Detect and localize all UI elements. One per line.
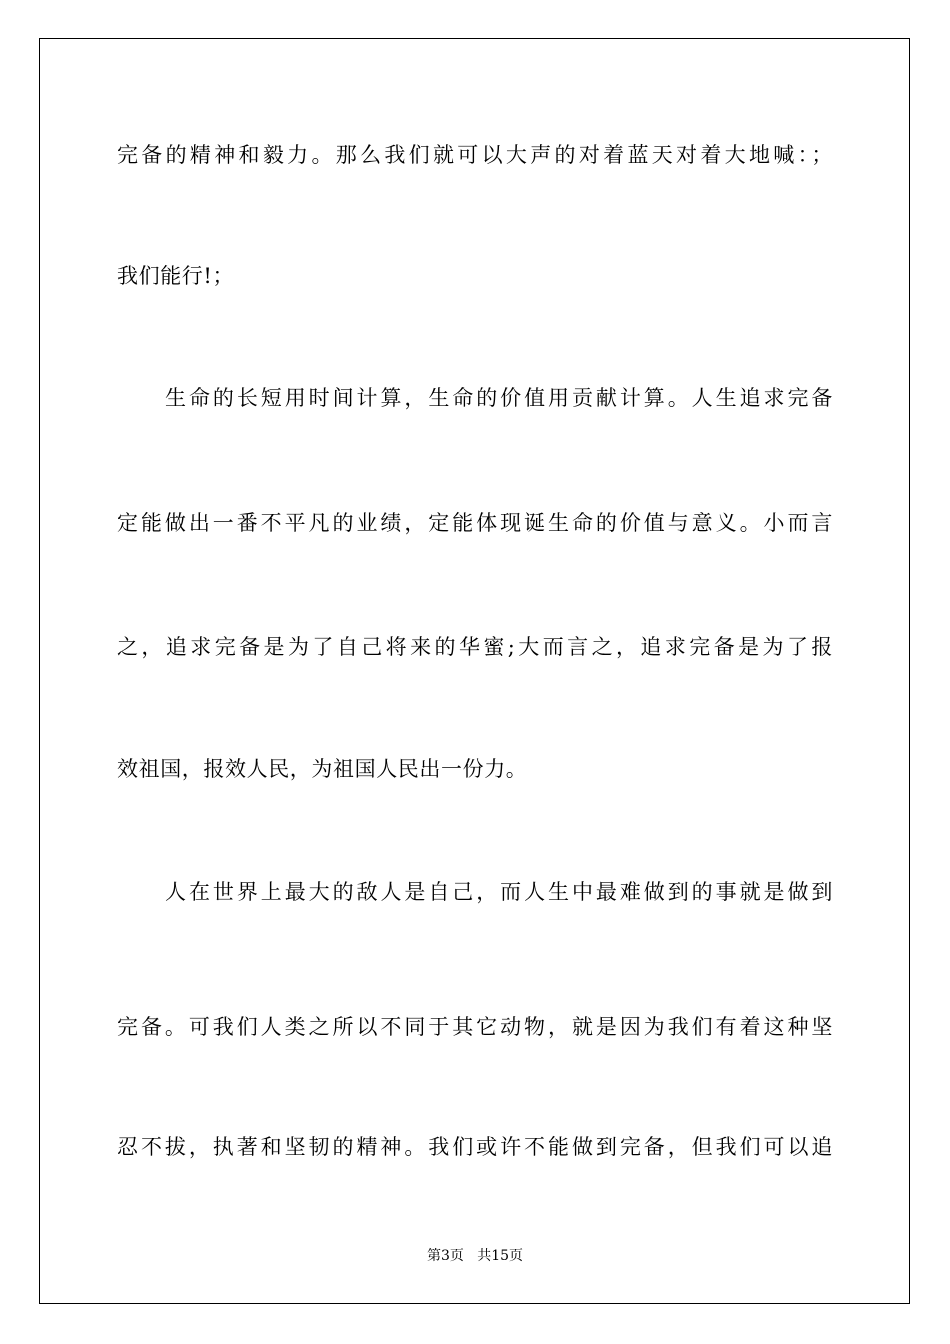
page-footer: 第3页 共15页 [426, 1248, 524, 1264]
text-line: 定能做出一番不平凡的业绩，定能体现诞生命的价值与意义。小而言 [117, 511, 833, 535]
paragraph-first-line: 生命的长短用时间计算，生命的价值用贡献计算。人生追求完备 [165, 386, 833, 410]
text-line: 我们能行!； [117, 264, 235, 288]
text-line: 效祖国，报效人民，为祖国人民出一份力。 [117, 757, 528, 781]
page-border [39, 38, 910, 1304]
text-line: 忍不拔，执著和坚韧的精神。我们或许不能做到完备，但我们可以追 [117, 1135, 833, 1159]
text-line: 完备。可我们人类之所以不同于其它动物，就是因为我们有着这种坚 [117, 1015, 833, 1039]
text-line: 完备的精神和毅力。那么我们就可以大声的对着蓝天对着大地喊：； [117, 143, 833, 167]
paragraph-first-line: 人在世界上最大的敌人是自己，而人生中最难做到的事就是做到 [165, 880, 833, 904]
text-line: 之，追求完备是为了自己将来的华蜜;大而言之，追求完备是为了报 [117, 635, 833, 659]
